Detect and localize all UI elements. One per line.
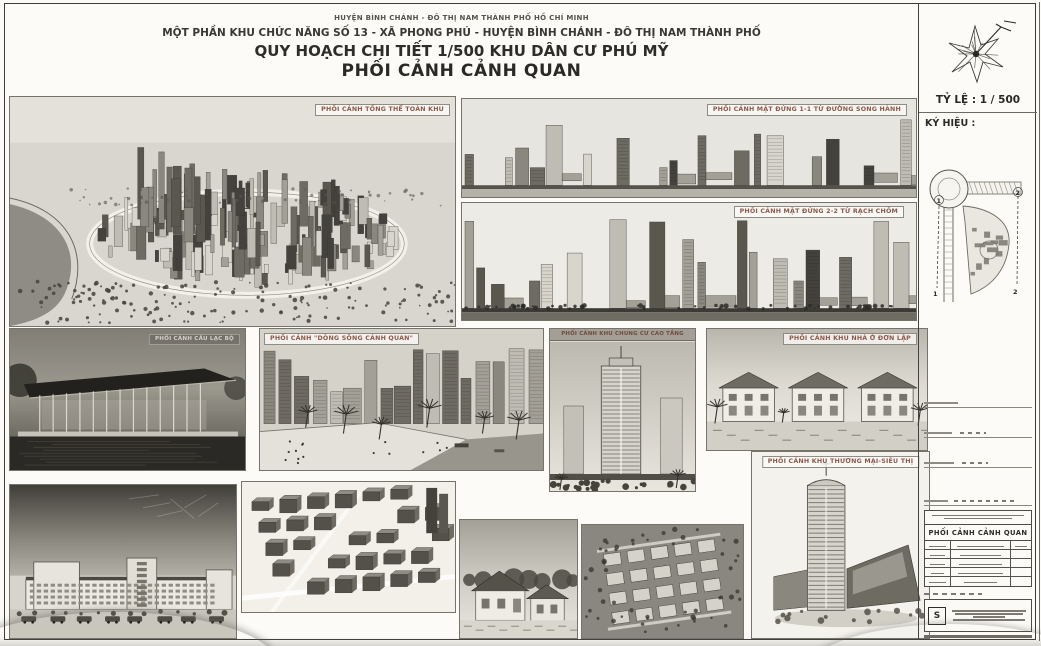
villas-rendering	[707, 329, 927, 450]
north-arrow-compass-icon	[937, 14, 1021, 92]
stamp-text-lines	[950, 609, 1028, 623]
drawing-area	[5, 4, 918, 639]
signature-row	[924, 408, 1032, 438]
drawing-sheet-frame	[4, 3, 1036, 640]
title-block-row	[925, 541, 1031, 550]
page-title: PHỐI CẢNH CẢNH QUAN	[341, 61, 582, 81]
houses-rendering	[460, 520, 577, 638]
panel-label-clubhouse: PHỐI CẢNH CÂU LẠC BỘ	[149, 334, 240, 345]
sidebar-divider	[919, 112, 1037, 113]
title-block-company-row	[925, 511, 1031, 525]
title-block-row	[925, 577, 1031, 586]
signature-row	[924, 438, 1032, 468]
panel-label-villas: PHỐI CẢNH KHU NHÀ Ở ĐƠN LẬP	[783, 333, 917, 345]
panel-small-aerial-view	[581, 524, 744, 639]
legend-heading: KÝ HIỆU :	[925, 118, 976, 129]
signature-row	[924, 392, 1032, 408]
axonometric-housing-rendering	[242, 482, 455, 612]
key-plan-art	[930, 170, 1023, 302]
title-block-row	[925, 568, 1031, 577]
panel-detached-housing-perspective	[706, 328, 928, 451]
signature-rows	[924, 392, 1032, 506]
elevation-2-2-skyline-rendering	[462, 203, 916, 320]
title-block-sidebar	[918, 4, 1037, 639]
panel-label-elevation-2-2: PHỐI CẢNH MẶT ĐỨNG 2-2 TỪ RẠCH CHỒM	[734, 206, 904, 218]
header-plan-title: QUY HOẠCH CHI TIẾT 1/500 KHU DÂN CƯ PHÚ MỸ	[254, 42, 669, 60]
panel-elevation-2-2	[461, 202, 917, 321]
commercial-tower-rendering	[752, 452, 929, 638]
panel-landscape-river-perspective	[259, 328, 544, 471]
header-zone-line: MỘT PHẦN KHU CHỨC NĂNG SỐ 13 - XÃ PHONG PHÚ - HUYỆN BÌNH CHÁNH - ĐÔ THỊ NAM THÀNH PHỐ	[162, 27, 761, 39]
panel-label-elevation-1-1: PHỐI CẢNH MẶT ĐỨNG 1-1 TỪ ĐƯỜNG SONG HÀNH	[707, 104, 907, 116]
keymap-marker-2-top: 2	[1015, 189, 1021, 197]
panel-clubhouse-perspective	[9, 328, 246, 471]
title-block-table	[924, 510, 1032, 587]
keymap-marker-1-bottom: 1	[933, 290, 938, 298]
panel-apartment-tower-perspective	[549, 328, 696, 492]
river-promenade-rendering	[260, 329, 543, 470]
scale-label: TỶ LỆ : 1 / 500	[935, 94, 1021, 106]
small-aerial-rendering	[582, 525, 743, 638]
title-block-row	[925, 559, 1031, 568]
panel-label-commercial: PHỐI CẢNH KHU THƯƠNG MẠI-SIÊU THỊ	[762, 456, 920, 468]
panel-label-apartment: PHỐI CẢNH KHU CHUNG CƯ CAO TẦNG	[550, 329, 695, 341]
page-bottom-shade	[0, 637, 1041, 646]
key-plan-map	[923, 162, 1034, 314]
signature-row	[924, 468, 1032, 506]
panel-label-overall: PHỐI CẢNH TỔNG THỂ TOÀN KHU	[315, 104, 450, 116]
apartment-tower-rendering	[550, 342, 695, 492]
panel-houses-perspective	[459, 519, 578, 639]
title-block-sheet-title: PHỐI CẢNH CẢNH QUAN	[925, 525, 1031, 541]
title-block-row	[925, 550, 1031, 559]
keymap-marker-1-top: 1	[936, 197, 942, 205]
keymap-marker-2-bottom: 2	[1013, 288, 1018, 296]
title-block-note-line	[924, 593, 982, 595]
panel-commercial-tower-perspective	[751, 451, 930, 639]
panel-axonometric-housing	[241, 481, 456, 613]
panel-elevation-1-1	[461, 98, 917, 198]
overall-aerial-rendering	[10, 97, 455, 326]
stamp-logo-icon: S	[928, 607, 946, 625]
clubhouse-rendering	[10, 329, 245, 470]
header-district-line: HUYỆN BÌNH CHÁNH - ĐÔ THỊ NAM THÀNH PHỐ HỒ CHÍ MINH	[334, 14, 589, 22]
panel-label-river: PHỐI CẢNH "DÒNG SÔNG CẢNH QUAN"	[264, 333, 419, 345]
panel-overall-perspective	[9, 96, 456, 327]
